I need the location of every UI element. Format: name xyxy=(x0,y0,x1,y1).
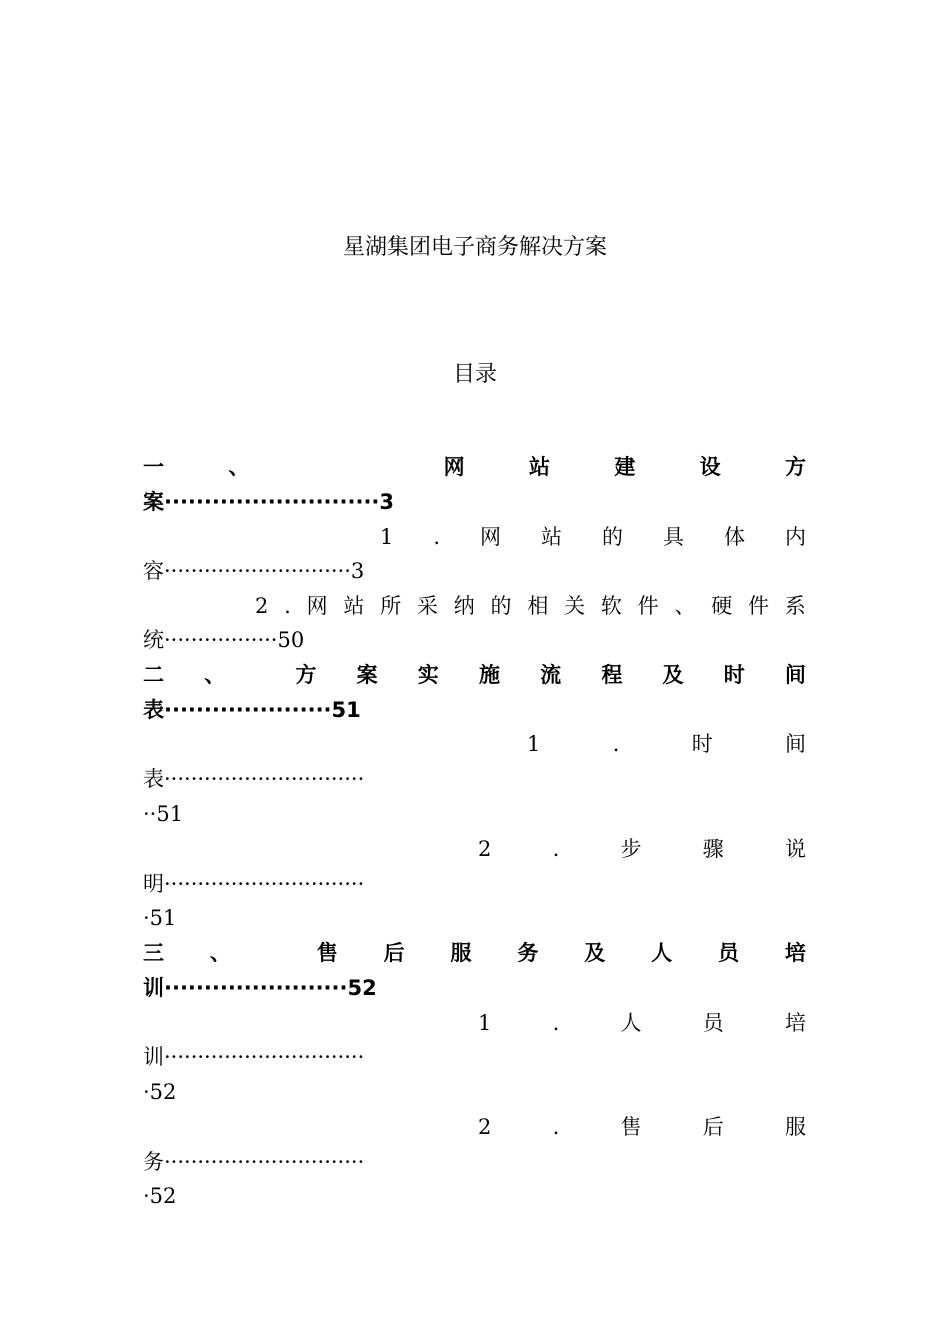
toc-entry-1-line1 xyxy=(143,452,806,482)
toc-char: 时 xyxy=(723,663,745,687)
toc-char: 1 xyxy=(478,1011,492,1035)
toc-char: 售 xyxy=(620,1115,642,1139)
toc-char: 后 xyxy=(702,1115,724,1139)
toc-char: 培 xyxy=(785,1011,806,1035)
toc-entry-1-1-line2[interactable]: 容····························3 xyxy=(143,559,365,583)
toc-char: 所 xyxy=(380,594,402,618)
toc-char: 的 xyxy=(602,525,623,549)
toc-char: 人 xyxy=(651,941,673,965)
toc-char: 具 xyxy=(662,525,684,549)
toc-entry-2-line2[interactable]: 表·····················51 xyxy=(143,698,361,722)
toc-char: 方 xyxy=(295,663,317,687)
toc-char: 1 xyxy=(380,525,394,549)
toc-char: 纳 xyxy=(453,594,475,618)
toc-char: 、 xyxy=(209,941,231,965)
toc-entry-2-2-line1 xyxy=(478,834,806,864)
toc-char: 设 xyxy=(699,455,721,479)
toc-char: 实 xyxy=(417,663,439,687)
toc-entry-1-1-line1 xyxy=(380,522,806,552)
toc-entry-2-2-page[interactable]: ·51 xyxy=(143,906,177,930)
toc-char: 二 xyxy=(143,663,164,687)
toc-char: 、 xyxy=(228,455,250,479)
toc-char: 案 xyxy=(356,663,378,687)
toc-char: 员 xyxy=(718,941,739,965)
toc-entry-3-line2[interactable]: 训·······················52 xyxy=(143,976,377,1000)
toc-entry-3-line1 xyxy=(143,938,806,968)
toc-char: 方 xyxy=(784,455,806,479)
toc-entry-3-2-line2[interactable]: 务······························ xyxy=(143,1150,365,1174)
toc-char: 2 xyxy=(255,594,269,618)
toc-entry-2-1-line2[interactable]: 表······························ xyxy=(143,767,365,791)
toc-char: . xyxy=(284,594,291,618)
toc-entry-3-2-page[interactable]: ·52 xyxy=(143,1184,177,1208)
toc-char: 体 xyxy=(723,525,745,549)
toc-char: 硬 xyxy=(711,594,733,618)
toc-char: 务 xyxy=(517,941,539,965)
toc-char: . xyxy=(433,525,441,549)
toc-char: 间 xyxy=(784,663,806,687)
toc-char: 关 xyxy=(564,594,586,618)
toc-entry-3-2-line1 xyxy=(478,1112,806,1142)
document-title: 星湖集团电子商务解决方案 xyxy=(342,235,607,260)
toc-char: 售 xyxy=(316,941,338,965)
toc-char: 施 xyxy=(478,663,500,687)
toc-char: 建 xyxy=(614,455,636,479)
toc-entry-2-1-line1 xyxy=(527,729,806,759)
toc-entry-1-2-line2[interactable]: 统·················50 xyxy=(143,628,305,652)
toc-char: 相 xyxy=(527,594,549,618)
toc-char: 站 xyxy=(528,455,550,479)
toc-char: 培 xyxy=(784,941,806,965)
toc-char: 软 xyxy=(600,594,622,618)
toc-char: 及 xyxy=(662,663,684,687)
toc-char: 的 xyxy=(490,594,512,618)
toc-entry-2-line1 xyxy=(143,660,806,690)
toc-char: 服 xyxy=(785,1115,806,1139)
toc-char: 2 xyxy=(478,1115,492,1139)
toc-char: 员 xyxy=(702,1011,724,1035)
toc-char: 系 xyxy=(784,594,806,618)
toc-char: 程 xyxy=(601,663,623,687)
toc-char: 步 xyxy=(620,837,642,861)
toc-char: 及 xyxy=(584,941,606,965)
toc-entry-3-1-line1 xyxy=(478,1008,806,1038)
toc-char: 站 xyxy=(343,594,365,618)
toc-char: 采 xyxy=(416,594,438,618)
toc-char: 网 xyxy=(306,594,328,618)
toc-char: 站 xyxy=(541,525,563,549)
toc-char: 间 xyxy=(785,732,806,756)
toc-char: 说 xyxy=(785,837,806,861)
toc-char: 1 xyxy=(527,732,541,756)
toc-char: . xyxy=(552,1115,560,1139)
toc-char: . xyxy=(552,1011,560,1035)
toc-char: 人 xyxy=(620,1011,642,1035)
toc-char: 时 xyxy=(691,732,713,756)
toc-entry-3-1-line2[interactable]: 训······························ xyxy=(143,1045,365,1069)
toc-char: 网 xyxy=(480,525,502,549)
toc-char: 服 xyxy=(450,941,472,965)
toc-char: 件 xyxy=(748,594,769,618)
toc-char: 三 xyxy=(143,941,164,965)
toc-entry-3-1-page[interactable]: ·52 xyxy=(143,1080,177,1104)
toc-char: 、 xyxy=(674,594,696,618)
toc-char: . xyxy=(612,732,620,756)
toc-char: 后 xyxy=(383,941,405,965)
toc-heading: 目录 xyxy=(452,362,497,387)
toc-entry-2-2-line2[interactable]: 明······························ xyxy=(143,872,365,896)
toc-char: . xyxy=(552,837,560,861)
toc-char: 内 xyxy=(784,525,806,549)
toc-char: 件 xyxy=(637,594,659,618)
toc-entry-2-1-page[interactable]: ··51 xyxy=(143,802,184,826)
toc-entry-1-2-line1 xyxy=(255,591,806,621)
toc-char: 骤 xyxy=(702,837,724,861)
toc-char: 、 xyxy=(204,663,226,687)
toc-char: 网 xyxy=(443,455,465,479)
toc-char: 流 xyxy=(540,663,562,687)
toc-char: 一 xyxy=(143,455,164,479)
toc-char: 2 xyxy=(478,837,492,861)
toc-entry-1-line2[interactable]: 案···························3 xyxy=(143,490,395,514)
